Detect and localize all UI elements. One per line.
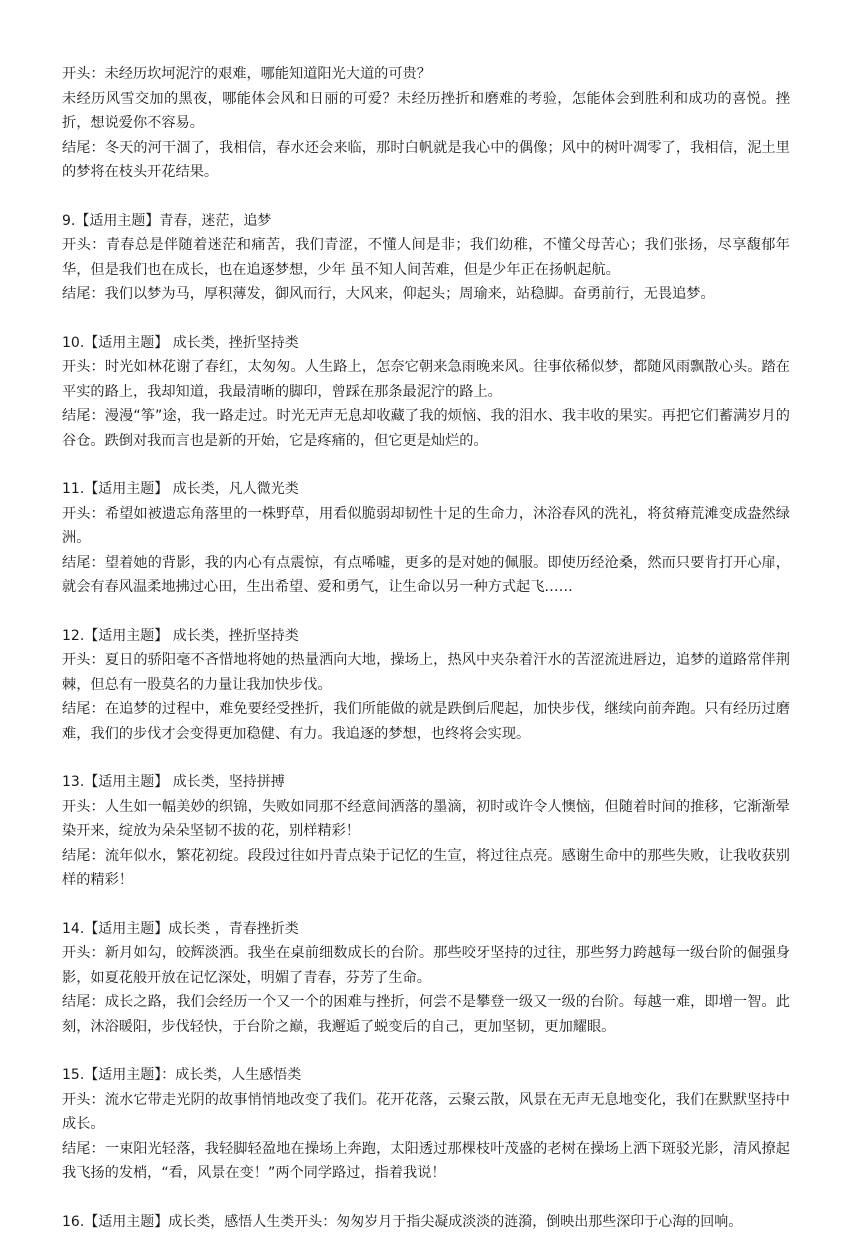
section-ending: 结尾：漫漫“筝”途，我一路走过。时光无声无息却收藏了我的烦恼、我的泪水、我丰收的果实。再把它们蓄满岁月的谷仓。跌倒对我而言也是新的开始，它是疼痛的，但它更是灿烂的。	[62, 404, 790, 453]
section-opening: 开头：时光如林花谢了春红，太匆匆。人生路上，怎奈它朝来急雨晚来风。往事依稀似梦，都随风雨飘散心头。踏在平实的路上，我却知道，我最清晰的脚印，曾踩在那条最泥泞的路上。	[62, 355, 790, 404]
section-opening: 开头：流水它带走光阴的故事悄悄地改变了我们。花开花落，云聚云散，风景在无声无息地变化，我们在默默坚持中成长。	[62, 1088, 790, 1137]
section-heading: 12.【适用主题】 成长类，挫折坚持类	[62, 624, 790, 649]
section-opening: 开头：希望如被遗忘角落里的一株野草，用看似脆弱却韧性十足的生命力，沐浴春风的洗礼，将贫瘠荒滩变成盎然绿洲。	[62, 502, 790, 551]
section-heading: 15.【适用主题】：成长类，人生感悟类	[62, 1063, 790, 1088]
section-ending: 结尾：一束阳光轻落，我轻脚轻盈地在操场上奔跑，太阳透过那棵枝叶茂盛的老树在操场上洒下斑驳光影，清风撩起我飞扬的发梢，“看，风景在变！”两个同学路过，指着我说！	[62, 1137, 790, 1186]
section-15	[62, 1063, 790, 1186]
section-heading: 13.【适用主题】 成长类，坚持拼搏	[62, 770, 790, 795]
section-opening: 开头：青春总是伴随着迷茫和痛苦，我们青涩，不懂人间是非；我们幼稚，不懂父母苦心；我们张扬，尽享馥郁年华，但是我们也在成长，也在追逐梦想，少年 虽不知人间苦难，但是少年正在扬帆起航。	[62, 233, 790, 282]
section-9	[62, 209, 790, 307]
section-heading: 10.【适用主题】 成长类，挫折坚持类	[62, 331, 790, 356]
intro-opening: 开头：未经历坎坷泥泞的艰难，哪能知道阳光大道的可贵？	[62, 62, 790, 87]
section-ending: 结尾：流年似水，繁花初绽。段段过往如丹青点染于记忆的生宣，将过往点亮。感谢生命中的那些失败，让我收获别样的精彩！	[62, 844, 790, 893]
intro-block	[62, 62, 790, 185]
intro-ending: 结尾：冬天的河干涸了，我相信，春水还会来临，那时白帆就是我心中的偶像；风中的树叶凋零了，我相信，泥土里的梦将在枝头开花结果。	[62, 136, 790, 185]
section-16	[62, 1210, 790, 1234]
section-opening: 开头：人生如一幅美妙的织锦，失败如同那不经意间洒落的墨滴，初时或许令人懊恼，但随着时间的推移，它渐渐晕染开来，绽放为朵朵坚韧不拔的花，别样精彩！	[62, 795, 790, 844]
section-opening: 开头：新月如勾，皎辉淡洒。我坐在桌前细数成长的台阶。那些咬牙坚持的过往，那些努力跨越每一级台阶的倔强身影，如夏花般开放在记忆深处，明媚了青春，芬芳了生命。	[62, 941, 790, 990]
section-ending: 结尾：成长之路，我们会经历一个又一个的困难与挫折，何尝不是攀登一级又一级的台阶。每越一难，即增一智。此刻，沐浴暖阳，步伐轻快，于台阶之巅，我邂逅了蜕变后的自己，更加坚韧，更加耀眼。	[62, 990, 790, 1039]
section-heading: 9.【适用主题】青春，迷茫，追梦	[62, 209, 790, 234]
section-heading: 16.【适用主题】成长类，感悟人生类开头：匆匆岁月于指尖凝成淡淡的涟漪，倒映出那些深印于心海的回响。	[62, 1210, 790, 1234]
section-ending: 结尾：在追梦的过程中，难免要经受挫折，我们所能做的就是跌倒后爬起，加快步伐，继续向前奔跑。只有经历过磨难，我们的步伐才会变得更加稳健、有力。我追逐的梦想，也终将会实现。	[62, 697, 790, 746]
section-14	[62, 917, 790, 1040]
section-opening: 开头：夏日的骄阳毫不吝惜地将她的热量洒向大地，操场上，热风中夹杂着汗水的苦涩流进唇边，追梦的道路常伴荆棘，但总有一股莫名的力量让我加快步伐。	[62, 648, 790, 697]
intro-body: 未经历风雪交加的黑夜，哪能体会风和日丽的可爱？未经历挫折和磨难的考验，怎能体会到胜利和成功的喜悦。挫折，想说爱你不容易。	[62, 87, 790, 136]
section-11	[62, 477, 790, 600]
section-ending: 结尾：我们以梦为马，厚积薄发，御风而行，大风来，仰起头；周瑜来，站稳脚。奋勇前行，无畏追梦。	[62, 282, 790, 307]
section-ending: 结尾：望着她的背影，我的内心有点震惊，有点唏嘘，更多的是对她的佩服。即使历经沧桑，然而只要肯打开心扉，就会有春风温柔地拂过心田，生出希望、爱和勇气，让生命以另一种方式起飞……	[62, 551, 790, 600]
section-10	[62, 331, 790, 454]
section-13	[62, 770, 790, 893]
section-heading: 14.【适用主题】成长类 ，青春挫折类	[62, 917, 790, 942]
section-12	[62, 624, 790, 747]
section-heading: 11.【适用主题】 成长类，凡人微光类	[62, 477, 790, 502]
